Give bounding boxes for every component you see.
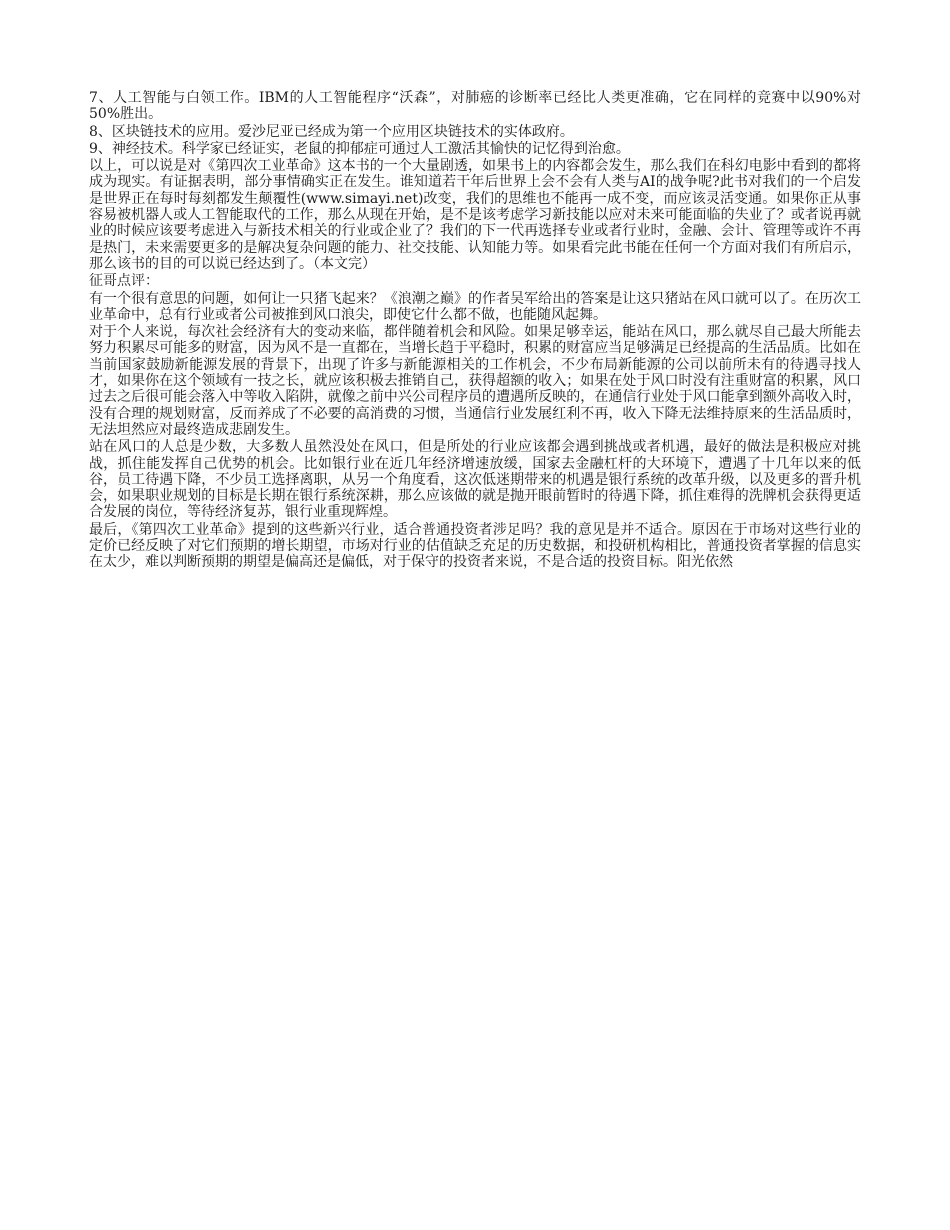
paragraph-review-intro: 有一个很有意思的问题，如何让一只猪飞起来？《浪潮之巅》的作者吴军给出的答案是让这只猪站在风口就可以了。在历次工业革命中，总有行业或者公司被推到风口浪尖，即使它什么都不做，也能随风起舞。 <box>89 290 861 323</box>
paragraph-item-7: 7、人工智能与白领工作。IBM的人工智能程序“沃森”，对肺癌的诊断率已经比人类更准确，它在同样的竞赛中以90%对50%胜出。 <box>89 90 861 123</box>
paragraph-industry: 站在风口的人总是少数，大多数人虽然没处在风口，但是所处的行业应该都会遇到挑战或者机遇，最好的做法是积极应对挑战，抓住能发挥自己优势的机会。比如银行业在近几年经济增速放缓，国家去金融杠杆的大环境下，遭遇了十几年以来的低谷，员工待遇下降，不少员工选择离职，从另一个角度看，这次低迷期带来的机遇是银行系统的改革升级，以及更多的晋升机会，如果职业规划的目标是长期在银行系统深耕，那么应该做的就是抛开眼前暂时的待遇下降，抓住难得的洗牌机会获得更适合发展的岗位，等待经济复苏，银行业重现辉煌。 <box>89 439 861 521</box>
paragraph-item-9: 9、神经技术。科学家已经证实，老鼠的抑郁症可通过人工激活其愉快的记忆得到治愈。 <box>89 140 630 157</box>
paragraph-individual: 对于个人来说，每次社会经济有大的变动来临，都伴随着机会和风险。如果足够幸运，能站在风口，那么就尽自己最大所能去努力积累尽可能多的财富，因为风不是一直都在，当增长趋于平稳时，积累的财富应当足够满足已经提高的生活品质。比如在当前国家鼓励新能源发展的背景下，出现了许多与新能源相关的工作机会，不少布局新能源的公司以前所未有的待遇寻找人才，如果你在这个领域有一技之长，就应该积极去推销自己，获得超额的收入；如果在处于风口时没有注重财富的积累，风口过去之后很可能会落入中等收入陷阱，就像之前中兴公司程序员的遭遇所反映的，在通信行业处于风口能拿到额外高收入时，没有合理的规划财富，反而养成了不必要的高消费的习惯，当通信行业发展红利不再，收入下降无法维持原来的生活品质时，无法坦然应对最终造成悲剧发生。 <box>89 324 861 438</box>
paragraph-conclusion: 最后，《第四次工业革命》提到的这些新兴行业，适合普通投资者涉足吗？我的意见是并不适合。原因在于市场对这些行业的定价已经反映了对它们预期的增长期望，市场对行业的估值缺乏充足的历史数据，和投研机构相比，普通投资者掌握的信息实在太少，难以判断预期的期望是偏高还是偏低，对于保守的投资者来说，不是合适的投资目标。阳光依然 <box>89 521 861 571</box>
document-body <box>89 90 861 571</box>
review-heading: 征哥点评： <box>89 273 159 290</box>
paragraph-item-8: 8、区块链技术的应用。爱沙尼亚已经成为第一个应用区块链技术的实体政府。 <box>89 123 574 140</box>
paragraph-summary: 以上，可以说是对《第四次工业革命》这本书的一个大量剧透，如果书上的内容都会发生，那么我们在科幻电影中看到的都将成为现实。有证据表明，部分事情确实正在发生。谁知道若干年后世界上会不会有人类与AI的战争呢?此书对我们的一个启发是世界正在每时每刻都发生颠覆性(www.simayi.net)改变，我们的思维也不能再一成不变，而应该灵活变通。如果你正从事容易被机器人或人工智能取代的工作，那么从现在开始，是不是该考虑学习新技能以应对未来可能面临的失业了？或者说再就业的时候应该要考虑进入与新技术相关的行业或企业了？我们的下一代再选择专业或者行业时，金融、会计、管理等或许不再是热门，未来需要更多的是解决复杂问题的能力、社交技能、认知能力等。如果看完此书能在任何一个方面对我们有所启示，那么该书的目的可以说已经达到了。（本文完） <box>89 158 861 272</box>
